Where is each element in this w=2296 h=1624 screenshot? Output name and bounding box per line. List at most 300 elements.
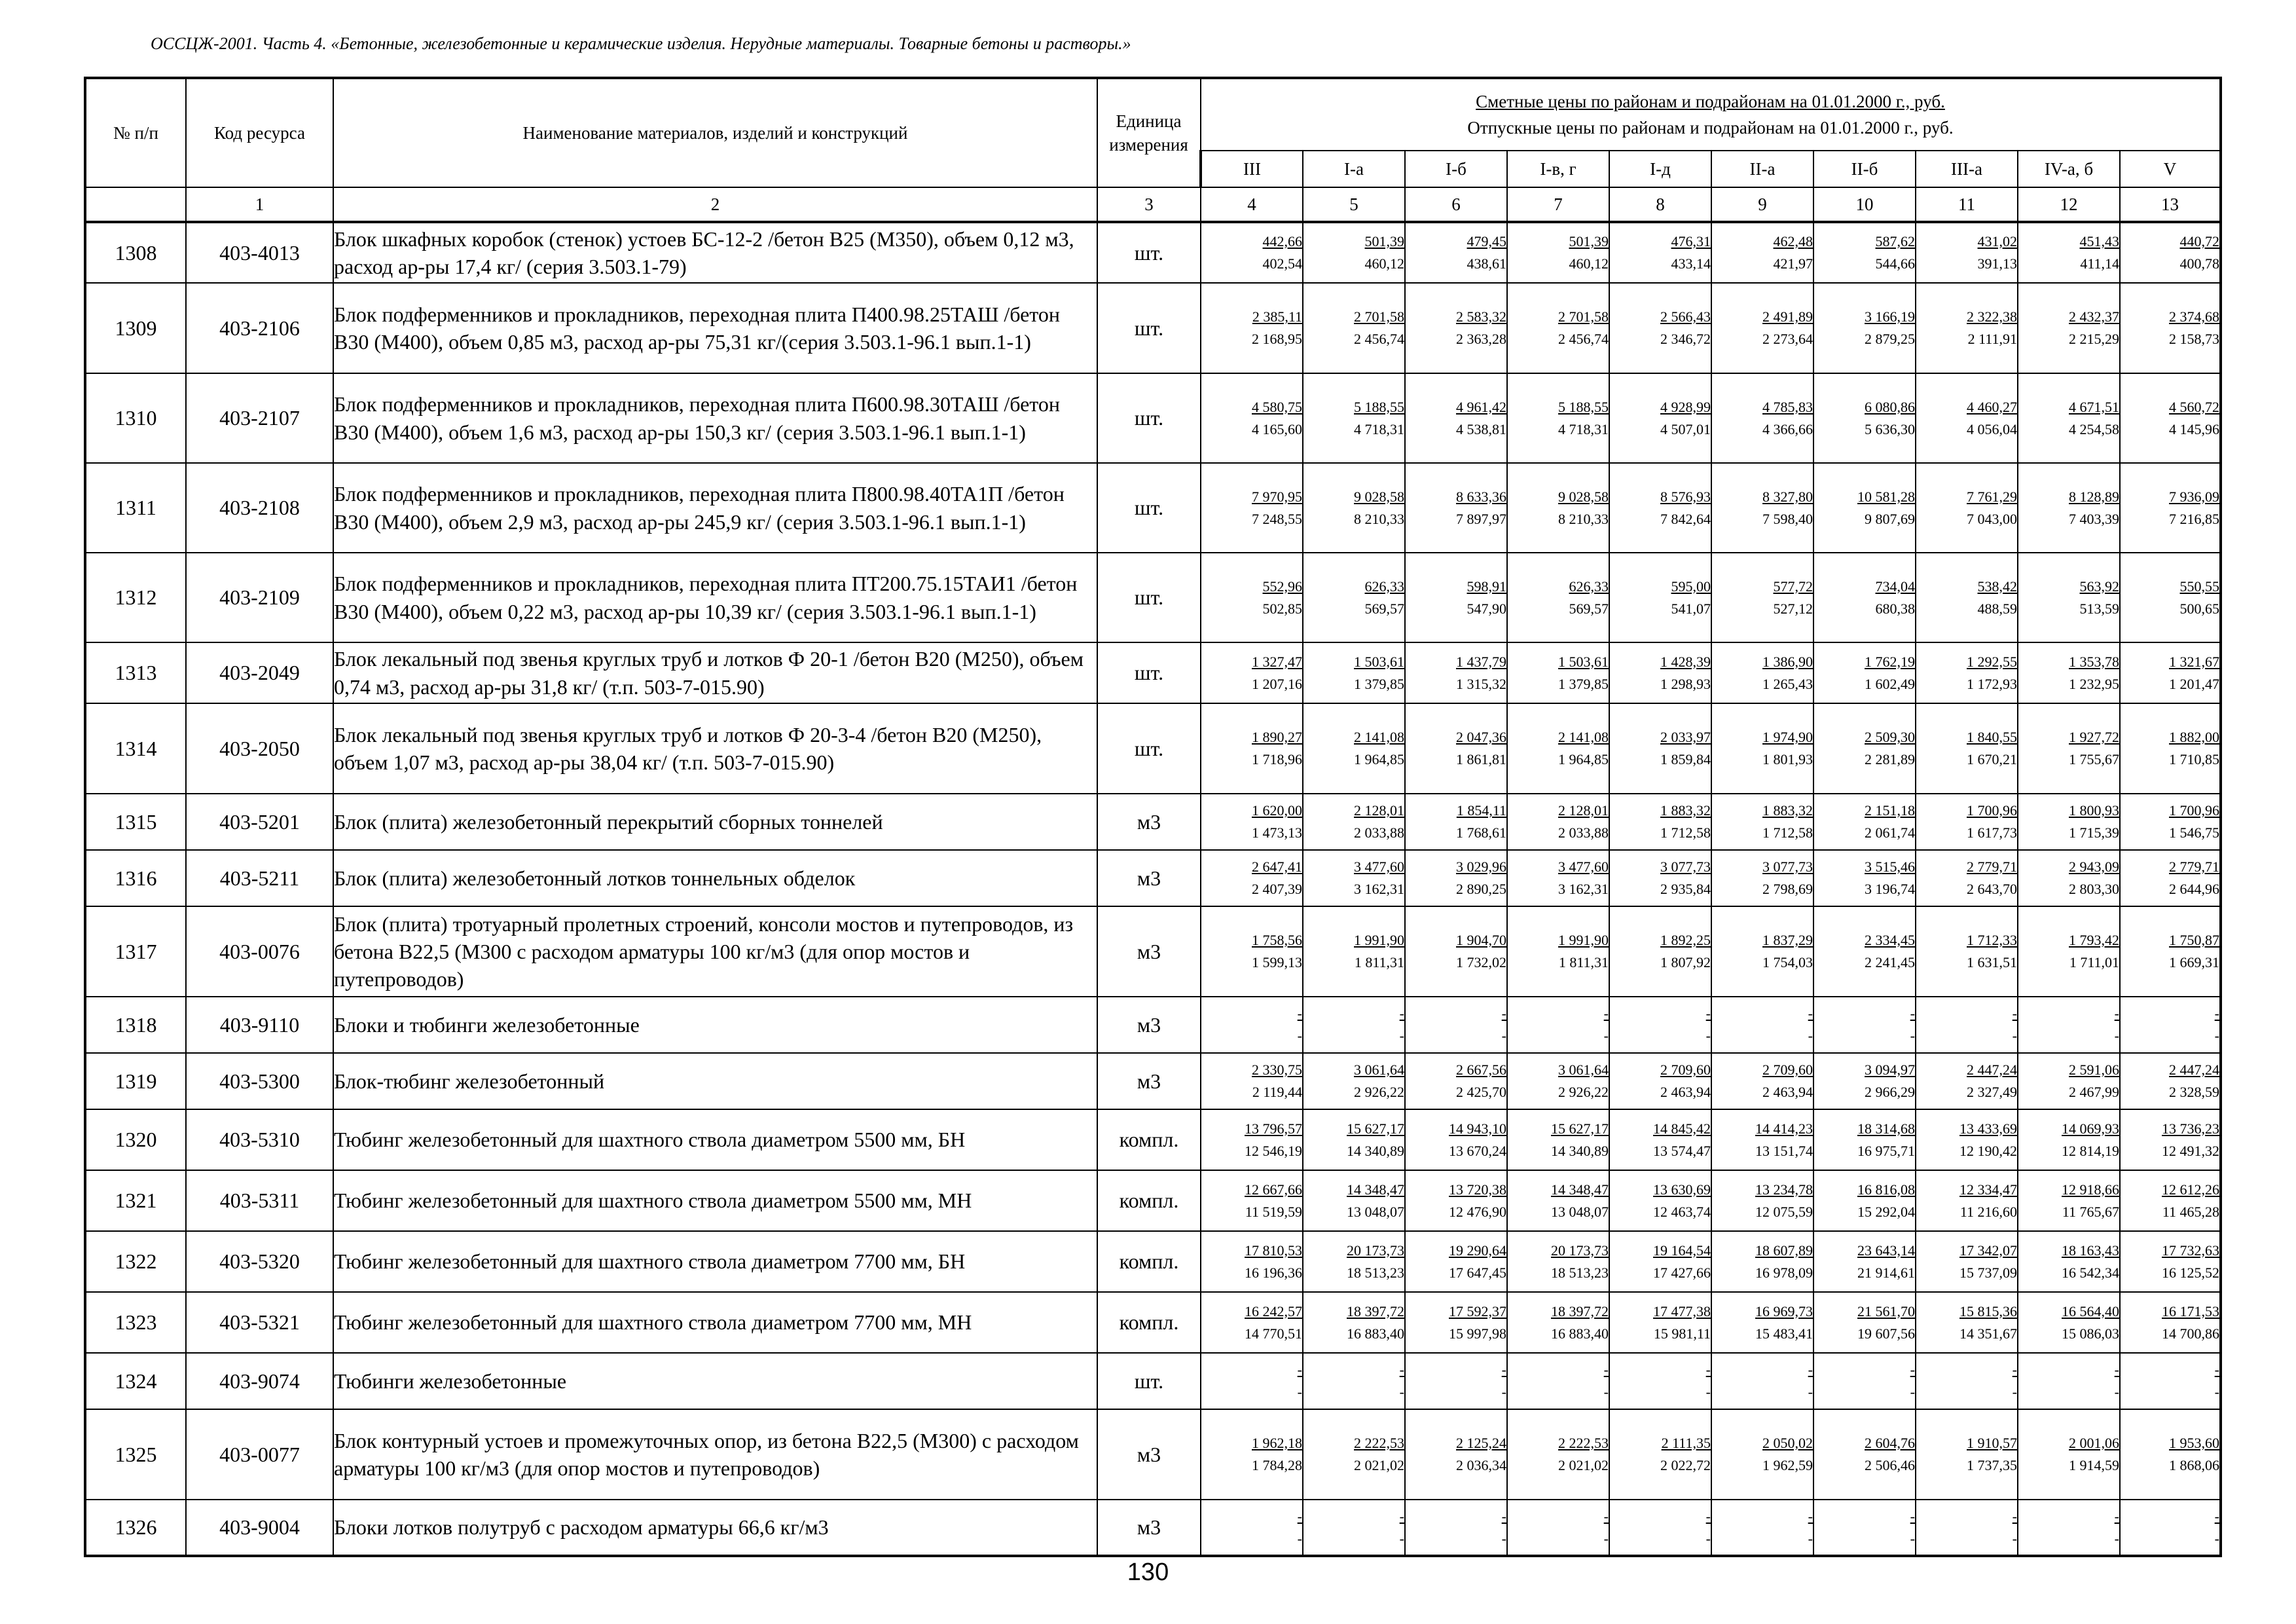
resource-code: 403-5310 <box>186 1109 333 1170</box>
price-cell <box>1303 463 1405 553</box>
wholesale-price: 12 546,19 <box>1245 1142 1302 1159</box>
price-cell <box>1303 1353 1405 1409</box>
estimate-price: 8 128,89 <box>2069 488 2119 505</box>
estimate-price: 12 918,66 <box>2062 1181 2119 1198</box>
price-cell <box>1609 1409 1711 1500</box>
estimate-price: 462,48 <box>1773 233 1813 249</box>
wholesale-price: 2 021,02 <box>1354 1457 1404 1473</box>
wholesale-price: 1 201,47 <box>2169 675 2219 692</box>
wholesale-price: 2 021,02 <box>1558 1457 1609 1473</box>
estimate-price: 13 433,69 <box>1959 1120 2017 1137</box>
price-cell <box>1813 906 1916 997</box>
price-cell <box>1711 463 1813 553</box>
price-cell <box>1609 463 1711 553</box>
wholesale-price: 1 265,43 <box>1762 675 1813 692</box>
resource-code: 403-9004 <box>186 1500 333 1556</box>
material-name: Блок (плита) тротуарный пролетных строений, консоли мостов и путепроводов, из бетона В22,5 (М300 с расходом арматуры 100 кг/м3 (для опор мостов и путепроводов) <box>333 906 1097 997</box>
wholesale-price: 2 328,59 <box>2169 1084 2219 1100</box>
price-cell <box>2120 373 2221 463</box>
material-name: Тюбинг железобетонный для шахтного ствола диаметром 5500 мм, БН <box>333 1109 1097 1170</box>
estimate-price: 2 141,08 <box>1558 729 1609 745</box>
price-cell <box>1405 553 1507 642</box>
wholesale-price: 2 033,88 <box>1558 824 1609 841</box>
wholesale-price: 4 507,01 <box>1660 420 1711 437</box>
estimate-price: - <box>1297 1507 1302 1524</box>
price-cell <box>2120 1292 2221 1353</box>
estimate-price: 17 732,63 <box>2162 1242 2219 1259</box>
estimate-price: 14 845,42 <box>1653 1120 1711 1137</box>
price-cell <box>1507 703 1609 794</box>
material-name: Блоки лотков полутруб с расходом арматуры 66,6 кг/м3 <box>333 1500 1097 1556</box>
wholesale-price: 1 964,85 <box>1558 751 1609 767</box>
price-cell <box>1813 703 1916 794</box>
estimate-price: 2 943,09 <box>2069 858 2119 875</box>
price-cell <box>1609 1231 1711 1292</box>
price-cell <box>1405 222 1507 283</box>
estimate-price: - <box>1297 1005 1302 1022</box>
table-row <box>85 906 2221 997</box>
wholesale-price: 15 737,09 <box>1959 1264 2017 1281</box>
row-number: 1316 <box>85 850 186 906</box>
estimate-price: 23 643,14 <box>1857 1242 1915 1259</box>
price-cell <box>1916 1053 2018 1109</box>
price-cell <box>1609 283 1711 373</box>
wholesale-price: 11 465,28 <box>2162 1203 2219 1220</box>
table-row <box>85 642 2221 703</box>
estimate-price: 734,04 <box>1875 578 1915 595</box>
price-cell <box>1916 1409 2018 1500</box>
material-name: Тюбинг железобетонный для шахтного ствола диаметром 5500 мм, МН <box>333 1170 1097 1231</box>
estimate-price: 1 840,55 <box>1967 729 2017 745</box>
estimate-price: 1 837,29 <box>1762 932 1813 948</box>
wholesale-price: 7 043,00 <box>1967 510 2017 527</box>
estimate-price: 18 397,72 <box>1551 1302 1609 1320</box>
wholesale-price: 7 403,39 <box>2069 510 2119 527</box>
estimate-price: 2 047,36 <box>1456 729 1506 745</box>
wholesale-price: 13 574,47 <box>1653 1142 1711 1159</box>
wholesale-price: 1 599,13 <box>1252 954 1302 970</box>
price-cell <box>2120 1170 2221 1231</box>
unit-cell: м3 <box>1097 1500 1201 1556</box>
row-number: 1319 <box>85 1053 186 1109</box>
row-number: 1309 <box>85 283 186 373</box>
price-cell <box>1609 642 1711 703</box>
wholesale-price: - <box>1808 1384 1813 1400</box>
unit-cell: м3 <box>1097 1409 1201 1500</box>
estimate-price: 16 816,08 <box>1857 1181 1915 1198</box>
wholesale-price: 9 807,69 <box>1865 510 1915 527</box>
wholesale-price: 12 463,74 <box>1653 1203 1711 1220</box>
resource-code: 403-2107 <box>186 373 333 463</box>
price-cell <box>1711 703 1813 794</box>
unit-cell: шт. <box>1097 283 1201 373</box>
price-cell <box>2120 642 2221 703</box>
price-cell <box>2018 283 2120 373</box>
price-cell <box>2120 906 2221 997</box>
price-cell <box>2018 1353 2120 1409</box>
price-cell <box>1303 703 1405 794</box>
wholesale-price: 1 670,21 <box>1967 751 2017 767</box>
table-row <box>85 463 2221 553</box>
price-cell <box>1201 997 1303 1053</box>
estimate-price: 3 477,60 <box>1558 858 1609 875</box>
wholesale-price: 13 151,74 <box>1755 1142 1813 1159</box>
price-cell <box>1303 1500 1405 1556</box>
wholesale-price: 1 962,59 <box>1762 1457 1813 1473</box>
column-number: 6 <box>1405 187 1507 222</box>
resource-code: 403-2109 <box>186 553 333 642</box>
estimate-price: 16 242,57 <box>1245 1302 1302 1320</box>
estimate-price: 1 953,60 <box>2169 1435 2219 1451</box>
wholesale-price: - <box>1603 1384 1609 1400</box>
estimate-price: 1 762,19 <box>1865 653 1915 670</box>
header-unit: Единица измерения <box>1097 78 1201 187</box>
price-cell <box>1303 222 1405 283</box>
estimate-price: 19 164,54 <box>1653 1242 1711 1259</box>
wholesale-price: 1 298,93 <box>1660 675 1711 692</box>
price-cell <box>1201 1109 1303 1170</box>
wholesale-price: 2 241,45 <box>1865 954 1915 970</box>
row-number: 1325 <box>85 1409 186 1500</box>
estimate-price: 1 353,78 <box>2069 653 2119 670</box>
price-cell <box>2018 1170 2120 1231</box>
estimate-price: - <box>2114 1507 2119 1524</box>
estimate-price: 1 892,25 <box>1660 932 1711 948</box>
estimate-price: 440,72 <box>2179 233 2219 249</box>
price-cell <box>1813 1292 1916 1353</box>
price-cell <box>1711 222 1813 283</box>
price-cell <box>2120 1500 2221 1556</box>
estimate-price: 2 647,41 <box>1252 858 1302 875</box>
price-cell <box>1201 553 1303 642</box>
price-cell <box>1507 1170 1609 1231</box>
price-cell <box>2018 1053 2120 1109</box>
estimate-price: - <box>1705 1507 1711 1524</box>
estimate-price: 442,66 <box>1262 233 1302 249</box>
estimate-price: 18 397,72 <box>1347 1302 1404 1320</box>
wholesale-price: - <box>1910 1384 1915 1400</box>
estimate-price: 1 386,90 <box>1762 653 1813 670</box>
wholesale-price: - <box>1501 1384 1506 1400</box>
resource-code: 403-9110 <box>186 997 333 1053</box>
wholesale-price: 1 232,95 <box>2069 675 2119 692</box>
estimate-price: 550,55 <box>2179 578 2219 595</box>
wholesale-price: 1 914,59 <box>2069 1457 2119 1473</box>
estimate-price: 15 627,17 <box>1551 1120 1609 1137</box>
wholesale-price: 2 890,25 <box>1456 881 1506 897</box>
unit-cell: шт. <box>1097 222 1201 283</box>
price-cell <box>2018 553 2120 642</box>
estimate-price: 1 910,57 <box>1967 1435 2017 1451</box>
wholesale-price: - <box>1603 1530 1609 1547</box>
price-cell <box>1507 283 1609 373</box>
estimate-price: 2 125,24 <box>1456 1435 1506 1451</box>
price-cell <box>2018 373 2120 463</box>
estimate-price: 577,72 <box>1773 578 1813 595</box>
estimate-price: 431,02 <box>1977 233 2017 249</box>
price-cell <box>1813 1353 1916 1409</box>
unit-cell: компл. <box>1097 1292 1201 1353</box>
wholesale-price: 2 926,22 <box>1354 1084 1404 1100</box>
price-cell <box>1711 283 1813 373</box>
price-cell <box>1916 1231 2018 1292</box>
price-cell <box>1201 283 1303 373</box>
estimate-price: 1 962,18 <box>1252 1435 1302 1451</box>
price-cell <box>2120 222 2221 283</box>
column-number: 2 <box>333 187 1097 222</box>
wholesale-price: - <box>1297 1027 1302 1044</box>
wholesale-price: 3 162,31 <box>1354 881 1404 897</box>
estimate-price: 6 080,86 <box>1865 398 1915 415</box>
wholesale-price: - <box>1910 1530 1915 1547</box>
wholesale-price: 1 546,75 <box>2169 824 2219 841</box>
estimate-price: 2 447,24 <box>2169 1061 2219 1078</box>
price-cell <box>1303 553 1405 642</box>
price-cell <box>1201 850 1303 906</box>
column-number: 12 <box>2018 187 2120 222</box>
estimate-price: - <box>1808 1361 1813 1378</box>
table-row <box>85 283 2221 373</box>
material-name: Блок контурный устоев и промежуточных опор, из бетона В22,5 (М300) с расходом арматуры 100 кг/м3 (для опор мостов и путепроводов) <box>333 1409 1097 1500</box>
column-number-blank <box>85 187 186 222</box>
wholesale-price: 421,97 <box>1773 255 1813 272</box>
price-cell <box>1711 1109 1813 1170</box>
estimate-price: - <box>2114 1005 2119 1022</box>
wholesale-price: 391,13 <box>1977 255 2017 272</box>
estimate-price: - <box>1705 1361 1711 1378</box>
price-cell <box>1507 373 1609 463</box>
material-name: Блок (плита) железобетонный перекрытий сборных тоннелей <box>333 794 1097 850</box>
estimate-price: 1 700,96 <box>2169 802 2219 819</box>
price-cell <box>1711 794 1813 850</box>
wholesale-price: 1 715,39 <box>2069 824 2119 841</box>
price-cell <box>1711 1353 1813 1409</box>
price-cell <box>1711 1500 1813 1556</box>
price-cell <box>1201 222 1303 283</box>
price-cell <box>1609 703 1711 794</box>
table-row <box>85 1170 2221 1231</box>
estimate-price: 538,42 <box>1977 578 2017 595</box>
price-cell <box>1201 1292 1303 1353</box>
price-cell <box>1201 794 1303 850</box>
unit-cell: шт. <box>1097 703 1201 794</box>
resource-code: 403-2049 <box>186 642 333 703</box>
wholesale-price: 4 366,66 <box>1762 420 1813 437</box>
wholesale-price: 1 811,31 <box>1558 954 1609 970</box>
wholesale-price: 2 935,84 <box>1660 881 1711 897</box>
estimate-price: 2 701,58 <box>1558 308 1609 325</box>
price-cell <box>2018 642 2120 703</box>
wholesale-price: 1 801,93 <box>1762 751 1813 767</box>
estimate-price: 2 385,11 <box>1252 308 1302 325</box>
price-cell <box>1507 1053 1609 1109</box>
wholesale-price: 1 711,01 <box>2069 954 2119 970</box>
table-row <box>85 1109 2221 1170</box>
wholesale-price: 2 033,88 <box>1354 824 1404 841</box>
price-cell <box>1916 1353 2018 1409</box>
column-number: 9 <box>1711 187 1813 222</box>
wholesale-price: - <box>1399 1027 1404 1044</box>
estimate-price: 587,62 <box>1875 233 1915 249</box>
price-cell <box>1916 794 2018 850</box>
price-cell <box>1813 997 1916 1053</box>
wholesale-price: 1 379,85 <box>1354 675 1404 692</box>
wholesale-price: 1 859,84 <box>1660 751 1711 767</box>
wholesale-price: 1 964,85 <box>1354 751 1404 767</box>
wholesale-price: 15 086,03 <box>2062 1325 2119 1342</box>
estimate-price: 1 927,72 <box>2069 729 2119 745</box>
estimate-price: - <box>2012 1507 2017 1524</box>
estimate-price: - <box>1603 1005 1609 1022</box>
wholesale-price: - <box>1808 1027 1813 1044</box>
price-cell <box>1201 642 1303 703</box>
price-cell <box>1303 997 1405 1053</box>
wholesale-price: - <box>1910 1027 1915 1044</box>
price-cell <box>1813 794 1916 850</box>
price-cell <box>1507 906 1609 997</box>
row-number: 1315 <box>85 794 186 850</box>
price-cell <box>1813 1500 1916 1556</box>
region-header: I-б <box>1405 151 1507 187</box>
price-cell <box>1405 703 1507 794</box>
estimate-price: 2 151,18 <box>1865 802 1915 819</box>
wholesale-price: 2 158,73 <box>2169 331 2219 347</box>
region-header: IV-а, б <box>2018 151 2120 187</box>
wholesale-price: 2 456,74 <box>1354 331 1404 347</box>
price-cell <box>1507 642 1609 703</box>
resource-code: 403-4013 <box>186 222 333 283</box>
wholesale-price: - <box>1297 1530 1302 1547</box>
column-number: 13 <box>2120 187 2221 222</box>
price-cell <box>1201 1231 1303 1292</box>
estimate-price: 3 077,73 <box>1660 858 1711 875</box>
wholesale-price: 16 883,40 <box>1347 1325 1404 1342</box>
price-cell <box>2120 283 2221 373</box>
estimate-price: 8 576,93 <box>1660 488 1711 505</box>
unit-cell: м3 <box>1097 850 1201 906</box>
header-num: № п/п <box>85 78 186 187</box>
estimate-price: 19 290,64 <box>1449 1242 1506 1259</box>
price-cell <box>1507 222 1609 283</box>
price-cell <box>1507 553 1609 642</box>
estimate-price: 15 815,36 <box>1959 1302 2017 1320</box>
material-name: Блок подферменников и прокладников, переходная плита П400.98.25ТАШ /бетон В30 (М400), объем 0,85 м3, расход ар-ры 75,31 кг/(серия 3.503.1-96.1 вып.1-1) <box>333 283 1097 373</box>
estimate-price: 1 292,55 <box>1967 653 2017 670</box>
wholesale-price: - <box>1705 1530 1711 1547</box>
price-cell <box>1916 703 2018 794</box>
unit-cell: компл. <box>1097 1231 1201 1292</box>
unit-cell: шт. <box>1097 1353 1201 1409</box>
wholesale-price: 11 765,67 <box>2062 1203 2119 1220</box>
estimate-price: 2 330,75 <box>1252 1061 1302 1078</box>
wholesale-price: 2 273,64 <box>1762 331 1813 347</box>
wholesale-price: 1 784,28 <box>1252 1457 1302 1473</box>
estimate-price: 626,33 <box>1364 578 1404 595</box>
estimate-price: 1 904,70 <box>1456 932 1506 948</box>
column-number: 1 <box>186 187 333 222</box>
estimate-price: 10 581,28 <box>1857 488 1915 505</box>
unit-cell: м3 <box>1097 1053 1201 1109</box>
estimate-price: 1 890,27 <box>1252 729 1302 745</box>
price-cell <box>1711 553 1813 642</box>
estimate-price: 1 991,90 <box>1558 932 1609 948</box>
estimate-price: 479,45 <box>1467 233 1506 249</box>
wholesale-price: 1 811,31 <box>1354 954 1404 970</box>
column-number-row <box>85 187 2221 222</box>
estimate-price: - <box>1399 1361 1404 1378</box>
price-cell <box>1711 373 1813 463</box>
table-body <box>85 222 2221 1556</box>
estimate-price: 2 779,71 <box>2169 858 2219 875</box>
wholesale-price: - <box>2114 1530 2119 1547</box>
price-cell <box>1405 1170 1507 1231</box>
wholesale-price: 15 997,98 <box>1449 1325 1506 1342</box>
wholesale-price: 2 168,95 <box>1252 331 1302 347</box>
table-row <box>85 1409 2221 1500</box>
estimate-price: 595,00 <box>1671 578 1711 595</box>
wholesale-price: 16 883,40 <box>1551 1325 1609 1342</box>
price-cell <box>1813 1109 1916 1170</box>
price-cell <box>1405 906 1507 997</box>
material-name: Тюбинг железобетонный для шахтного ствола диаметром 7700 мм, БН <box>333 1231 1097 1292</box>
estimate-price: 12 612,26 <box>2162 1181 2219 1198</box>
estimate-price: 3 477,60 <box>1354 858 1404 875</box>
wholesale-price: 4 538,81 <box>1456 420 1506 437</box>
estimate-price: - <box>1705 1005 1711 1022</box>
wholesale-price: 13 670,24 <box>1449 1142 1506 1159</box>
wholesale-price: 2 281,89 <box>1865 751 1915 767</box>
estimate-price: 626,33 <box>1569 578 1609 595</box>
price-cell <box>1916 1292 2018 1353</box>
estimate-price: - <box>1501 1005 1506 1022</box>
price-cell <box>1916 283 2018 373</box>
estimate-price: 21 561,70 <box>1857 1302 1915 1320</box>
wholesale-price: 4 145,96 <box>2169 420 2219 437</box>
wholesale-price: 18 513,23 <box>1551 1264 1609 1281</box>
price-cell <box>1916 1109 2018 1170</box>
wholesale-price: 2 111,91 <box>1967 331 2017 347</box>
wholesale-price: 513,59 <box>2079 600 2119 617</box>
material-name: Блок подферменников и прокладников, переходная плита ПТ200.75.15ТАИ1 /бетон В30 (М400), объем 0,22 м3, расход ар-ры 10,39 кг/ (серия 3.503.1-96.1 вып.1-1) <box>333 553 1097 642</box>
region-header: I-д <box>1609 151 1711 187</box>
wholesale-price: 7 842,64 <box>1660 510 1711 527</box>
wholesale-price: - <box>1501 1530 1506 1547</box>
price-cell <box>1813 373 1916 463</box>
wholesale-price: 680,38 <box>1875 600 1915 617</box>
unit-cell: м3 <box>1097 906 1201 997</box>
estimate-price: 2 128,01 <box>1558 802 1609 819</box>
wholesale-price: - <box>1705 1027 1711 1044</box>
wholesale-price: - <box>2012 1027 2017 1044</box>
estimate-price: - <box>1501 1507 1506 1524</box>
estimate-price: 2 432,37 <box>2069 308 2119 325</box>
wholesale-price: 13 048,07 <box>1551 1203 1609 1220</box>
wholesale-price: 17 647,45 <box>1449 1264 1506 1281</box>
wholesale-price: - <box>2114 1384 2119 1400</box>
price-cell <box>2018 1409 2120 1500</box>
wholesale-price: 18 513,23 <box>1347 1264 1404 1281</box>
wholesale-price: 2 022,72 <box>1660 1457 1711 1473</box>
price-cell <box>2018 1109 2120 1170</box>
wholesale-price: 8 210,33 <box>1558 510 1609 527</box>
price-cell <box>1201 703 1303 794</box>
price-cell <box>1711 642 1813 703</box>
estimate-price: 1 503,61 <box>1558 653 1609 670</box>
price-cell <box>1916 850 2018 906</box>
header-prices <box>1201 78 2221 151</box>
price-cell <box>1303 794 1405 850</box>
wholesale-price: 2 879,25 <box>1865 331 1915 347</box>
